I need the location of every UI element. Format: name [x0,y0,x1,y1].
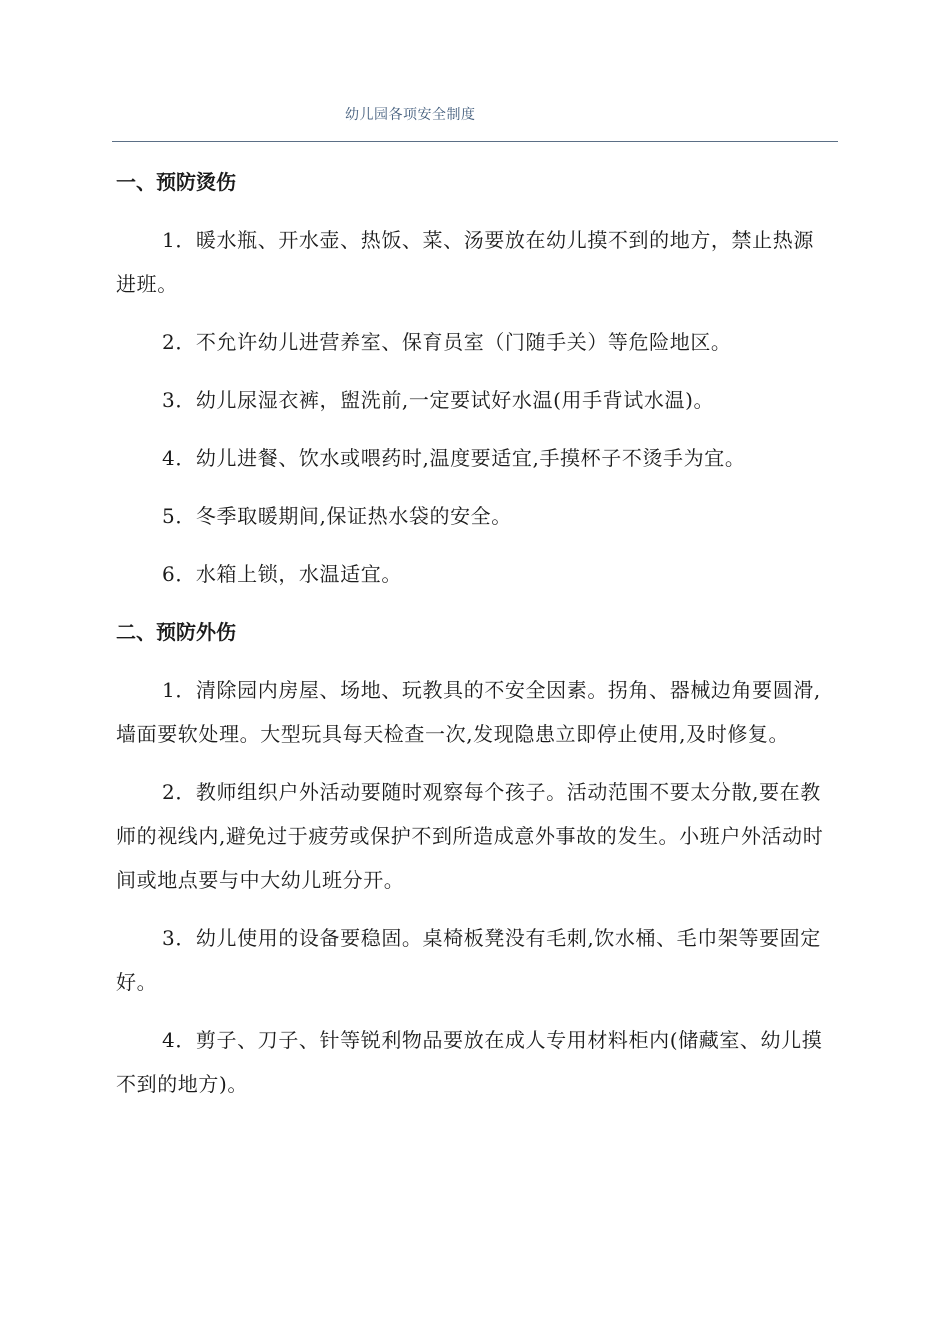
paragraph-item: 2．不允许幼儿进营养室、保育员室（门随手关）等危险地区。 [162,330,732,354]
paragraph-item: 1．暖水瓶、开水壶、热饭、菜、汤要放在幼儿摸不到的地方，禁止热源进班。 [116,228,814,296]
section-heading-injuries: 二、预防外伤 [116,620,236,644]
paragraph-item: 1．清除园内房屋、场地、玩教具的不安全因素。拐角、器械边角要圆滑,墙面要软处理。大型玩具每天检查一次,发现隐患立即停止使用,及时修复。 [116,678,821,746]
paragraph-item: 2．教师组织户外活动要随时观察每个孩子。活动范围不要太分散,要在教师的视线内,避免过于疲劳或保护不到所造成意外事故的发生。小班户外活动时间或地点要与中大幼儿班分开。 [116,780,824,892]
paragraph-item: 5．冬季取暖期间,保证热水袋的安全。 [162,504,512,528]
paragraph-item: 4．剪子、刀子、针等锐利物品要放在成人专用材料柜内(储藏室、幼儿摸不到的地方)。 [116,1028,823,1096]
document-header-title: 幼儿园各项安全制度 [345,107,476,123]
section-heading-burns: 一、预防烫伤 [116,170,236,194]
header-divider [112,141,838,142]
paragraph-item: 3．幼儿尿湿衣裤，盥洗前,一定要试好水温(用手背试水温)。 [162,388,715,412]
paragraph-item: 6．水箱上锁，水温适宜。 [162,562,402,586]
paragraph-item: 4．幼儿进餐、饮水或喂药时,温度要适宜,手摸杯子不烫手为宜。 [162,446,746,470]
document-body [116,160,834,1106]
paragraph-item: 3．幼儿使用的设备要稳固。桌椅板凳没有毛刺,饮水桶、毛巾架等要固定好。 [116,926,821,994]
